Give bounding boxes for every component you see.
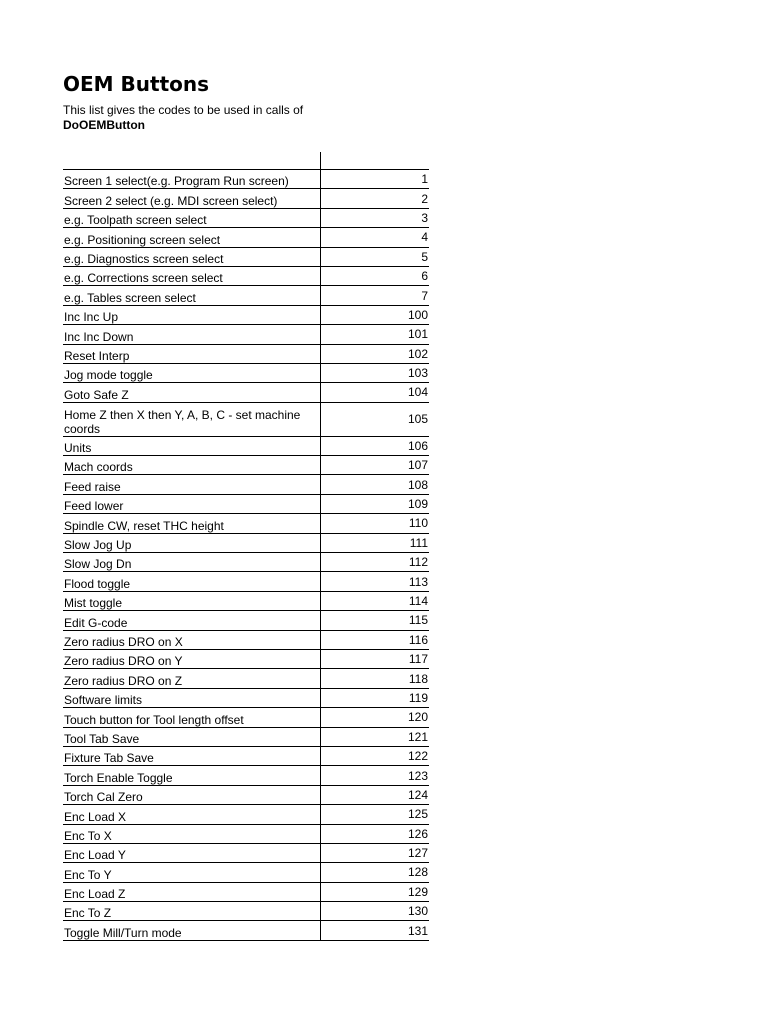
button-code-cell: 105 xyxy=(320,402,429,436)
button-code-cell: 7 xyxy=(320,286,429,305)
table-row xyxy=(63,514,429,533)
table-row xyxy=(63,746,429,765)
button-name-cell: Screen 1 select(e.g. Program Run screen) xyxy=(63,170,320,189)
table-row xyxy=(63,533,429,552)
table-row xyxy=(63,669,429,688)
button-code-cell: 3 xyxy=(320,208,429,227)
table-row xyxy=(63,402,429,436)
table-row xyxy=(63,494,429,513)
button-code-cell: 111 xyxy=(320,533,429,552)
table-row xyxy=(63,630,429,649)
button-name-cell: Feed raise xyxy=(63,475,320,494)
button-code-cell: 4 xyxy=(320,228,429,247)
button-name-cell: Enc Load Y xyxy=(63,843,320,862)
button-name-cell: Zero radius DRO on Y xyxy=(63,649,320,668)
button-name-cell: Torch Enable Toggle xyxy=(63,766,320,785)
button-name-cell: Reset Interp xyxy=(63,344,320,363)
button-name-cell: Edit G-code xyxy=(63,611,320,630)
table-row xyxy=(63,766,429,785)
button-name-cell: e.g. Toolpath screen select xyxy=(63,208,320,227)
button-name-cell: Mach coords xyxy=(63,456,320,475)
button-code-cell: 129 xyxy=(320,882,429,901)
table-row xyxy=(63,902,429,921)
header-cell-name xyxy=(63,152,320,170)
oem-button-code-table xyxy=(63,152,429,941)
button-name-cell: Slow Jog Up xyxy=(63,533,320,552)
button-code-cell: 2 xyxy=(320,189,429,208)
button-code-cell: 125 xyxy=(320,805,429,824)
table-row xyxy=(63,688,429,707)
button-code-cell: 115 xyxy=(320,611,429,630)
button-name-cell: Units xyxy=(63,436,320,455)
table-row xyxy=(63,805,429,824)
table-row xyxy=(63,170,429,189)
button-code-cell: 5 xyxy=(320,247,429,266)
button-code-cell: 114 xyxy=(320,591,429,610)
table-row xyxy=(63,591,429,610)
table-row xyxy=(63,383,429,402)
button-name-cell: Software limits xyxy=(63,688,320,707)
button-code-cell: 109 xyxy=(320,494,429,513)
button-name-cell: Enc To Z xyxy=(63,902,320,921)
table-row xyxy=(63,863,429,882)
table-row xyxy=(63,344,429,363)
button-code-cell: 1 xyxy=(320,170,429,189)
table-row xyxy=(63,208,429,227)
button-name-cell: Feed lower xyxy=(63,494,320,513)
button-code-cell: 126 xyxy=(320,824,429,843)
button-name-cell: Zero radius DRO on Z xyxy=(63,669,320,688)
button-code-cell: 130 xyxy=(320,902,429,921)
button-name-cell: Screen 2 select (e.g. MDI screen select) xyxy=(63,189,320,208)
button-name-cell: Inc Inc Up xyxy=(63,305,320,324)
button-name-cell: Touch button for Tool length offset xyxy=(63,708,320,727)
button-name-cell: Goto Safe Z xyxy=(63,383,320,402)
button-code-cell: 107 xyxy=(320,456,429,475)
button-name-cell: e.g. Corrections screen select xyxy=(63,266,320,285)
button-code-cell: 106 xyxy=(320,436,429,455)
button-code-cell: 123 xyxy=(320,766,429,785)
table-header-row xyxy=(63,152,429,170)
table-row xyxy=(63,305,429,324)
table-row xyxy=(63,785,429,804)
table-row xyxy=(63,456,429,475)
function-name: DoOEMButton xyxy=(63,118,145,132)
table-body xyxy=(63,152,429,940)
button-code-cell: 127 xyxy=(320,843,429,862)
button-code-cell: 131 xyxy=(320,921,429,940)
button-name-cell: e.g. Diagnostics screen select xyxy=(63,247,320,266)
table-row xyxy=(63,363,429,382)
button-code-cell: 120 xyxy=(320,708,429,727)
table-row xyxy=(63,553,429,572)
table-row xyxy=(63,286,429,305)
table-row xyxy=(63,266,429,285)
page-title: OEM Buttons xyxy=(63,72,210,96)
button-name-cell: Flood toggle xyxy=(63,572,320,591)
table-row xyxy=(63,572,429,591)
intro-text: This list gives the codes to be used in calls of xyxy=(63,103,304,117)
header-cell-code xyxy=(320,152,429,170)
table-row xyxy=(63,247,429,266)
button-name-cell: Fixture Tab Save xyxy=(63,746,320,765)
button-code-cell: 113 xyxy=(320,572,429,591)
button-name-cell: e.g. Positioning screen select xyxy=(63,228,320,247)
table-row xyxy=(63,727,429,746)
button-name-cell: Zero radius DRO on X xyxy=(63,630,320,649)
button-code-cell: 118 xyxy=(320,669,429,688)
button-code-cell: 121 xyxy=(320,727,429,746)
button-code-cell: 102 xyxy=(320,344,429,363)
button-code-cell: 122 xyxy=(320,746,429,765)
button-code-cell: 116 xyxy=(320,630,429,649)
table-row xyxy=(63,708,429,727)
button-name-cell: Tool Tab Save xyxy=(63,727,320,746)
table-row xyxy=(63,611,429,630)
button-name-cell: e.g. Tables screen select xyxy=(63,286,320,305)
table-row xyxy=(63,475,429,494)
button-code-cell: 6 xyxy=(320,266,429,285)
button-name-cell: Spindle CW, reset THC height xyxy=(63,514,320,533)
button-name-cell: Enc To X xyxy=(63,824,320,843)
button-code-cell: 119 xyxy=(320,688,429,707)
button-code-cell: 124 xyxy=(320,785,429,804)
button-name-cell: Enc To Y xyxy=(63,863,320,882)
button-name-cell: Enc Load X xyxy=(63,805,320,824)
table-row xyxy=(63,882,429,901)
button-name-cell: Mist toggle xyxy=(63,591,320,610)
button-code-cell: 117 xyxy=(320,649,429,668)
button-name-cell: Jog mode toggle xyxy=(63,363,320,382)
table-row xyxy=(63,843,429,862)
button-name-cell: Toggle Mill/Turn mode xyxy=(63,921,320,940)
button-code-cell: 100 xyxy=(320,305,429,324)
button-code-cell: 101 xyxy=(320,325,429,344)
button-name-cell: Home Z then X then Y, A, B, C - set machine coords xyxy=(63,402,320,436)
button-name-cell: Enc Load Z xyxy=(63,882,320,901)
button-code-cell: 104 xyxy=(320,383,429,402)
button-code-cell: 110 xyxy=(320,514,429,533)
button-code-cell: 128 xyxy=(320,863,429,882)
button-name-cell: Torch Cal Zero xyxy=(63,785,320,804)
intro-paragraph xyxy=(63,103,363,133)
button-code-cell: 108 xyxy=(320,475,429,494)
table-row xyxy=(63,436,429,455)
button-code-cell: 103 xyxy=(320,363,429,382)
table-row xyxy=(63,228,429,247)
table-row xyxy=(63,649,429,668)
button-code-cell: 112 xyxy=(320,553,429,572)
table-row xyxy=(63,921,429,940)
table-row xyxy=(63,325,429,344)
button-name-cell: Inc Inc Down xyxy=(63,325,320,344)
table-row xyxy=(63,189,429,208)
button-name-cell: Slow Jog Dn xyxy=(63,553,320,572)
table-row xyxy=(63,824,429,843)
